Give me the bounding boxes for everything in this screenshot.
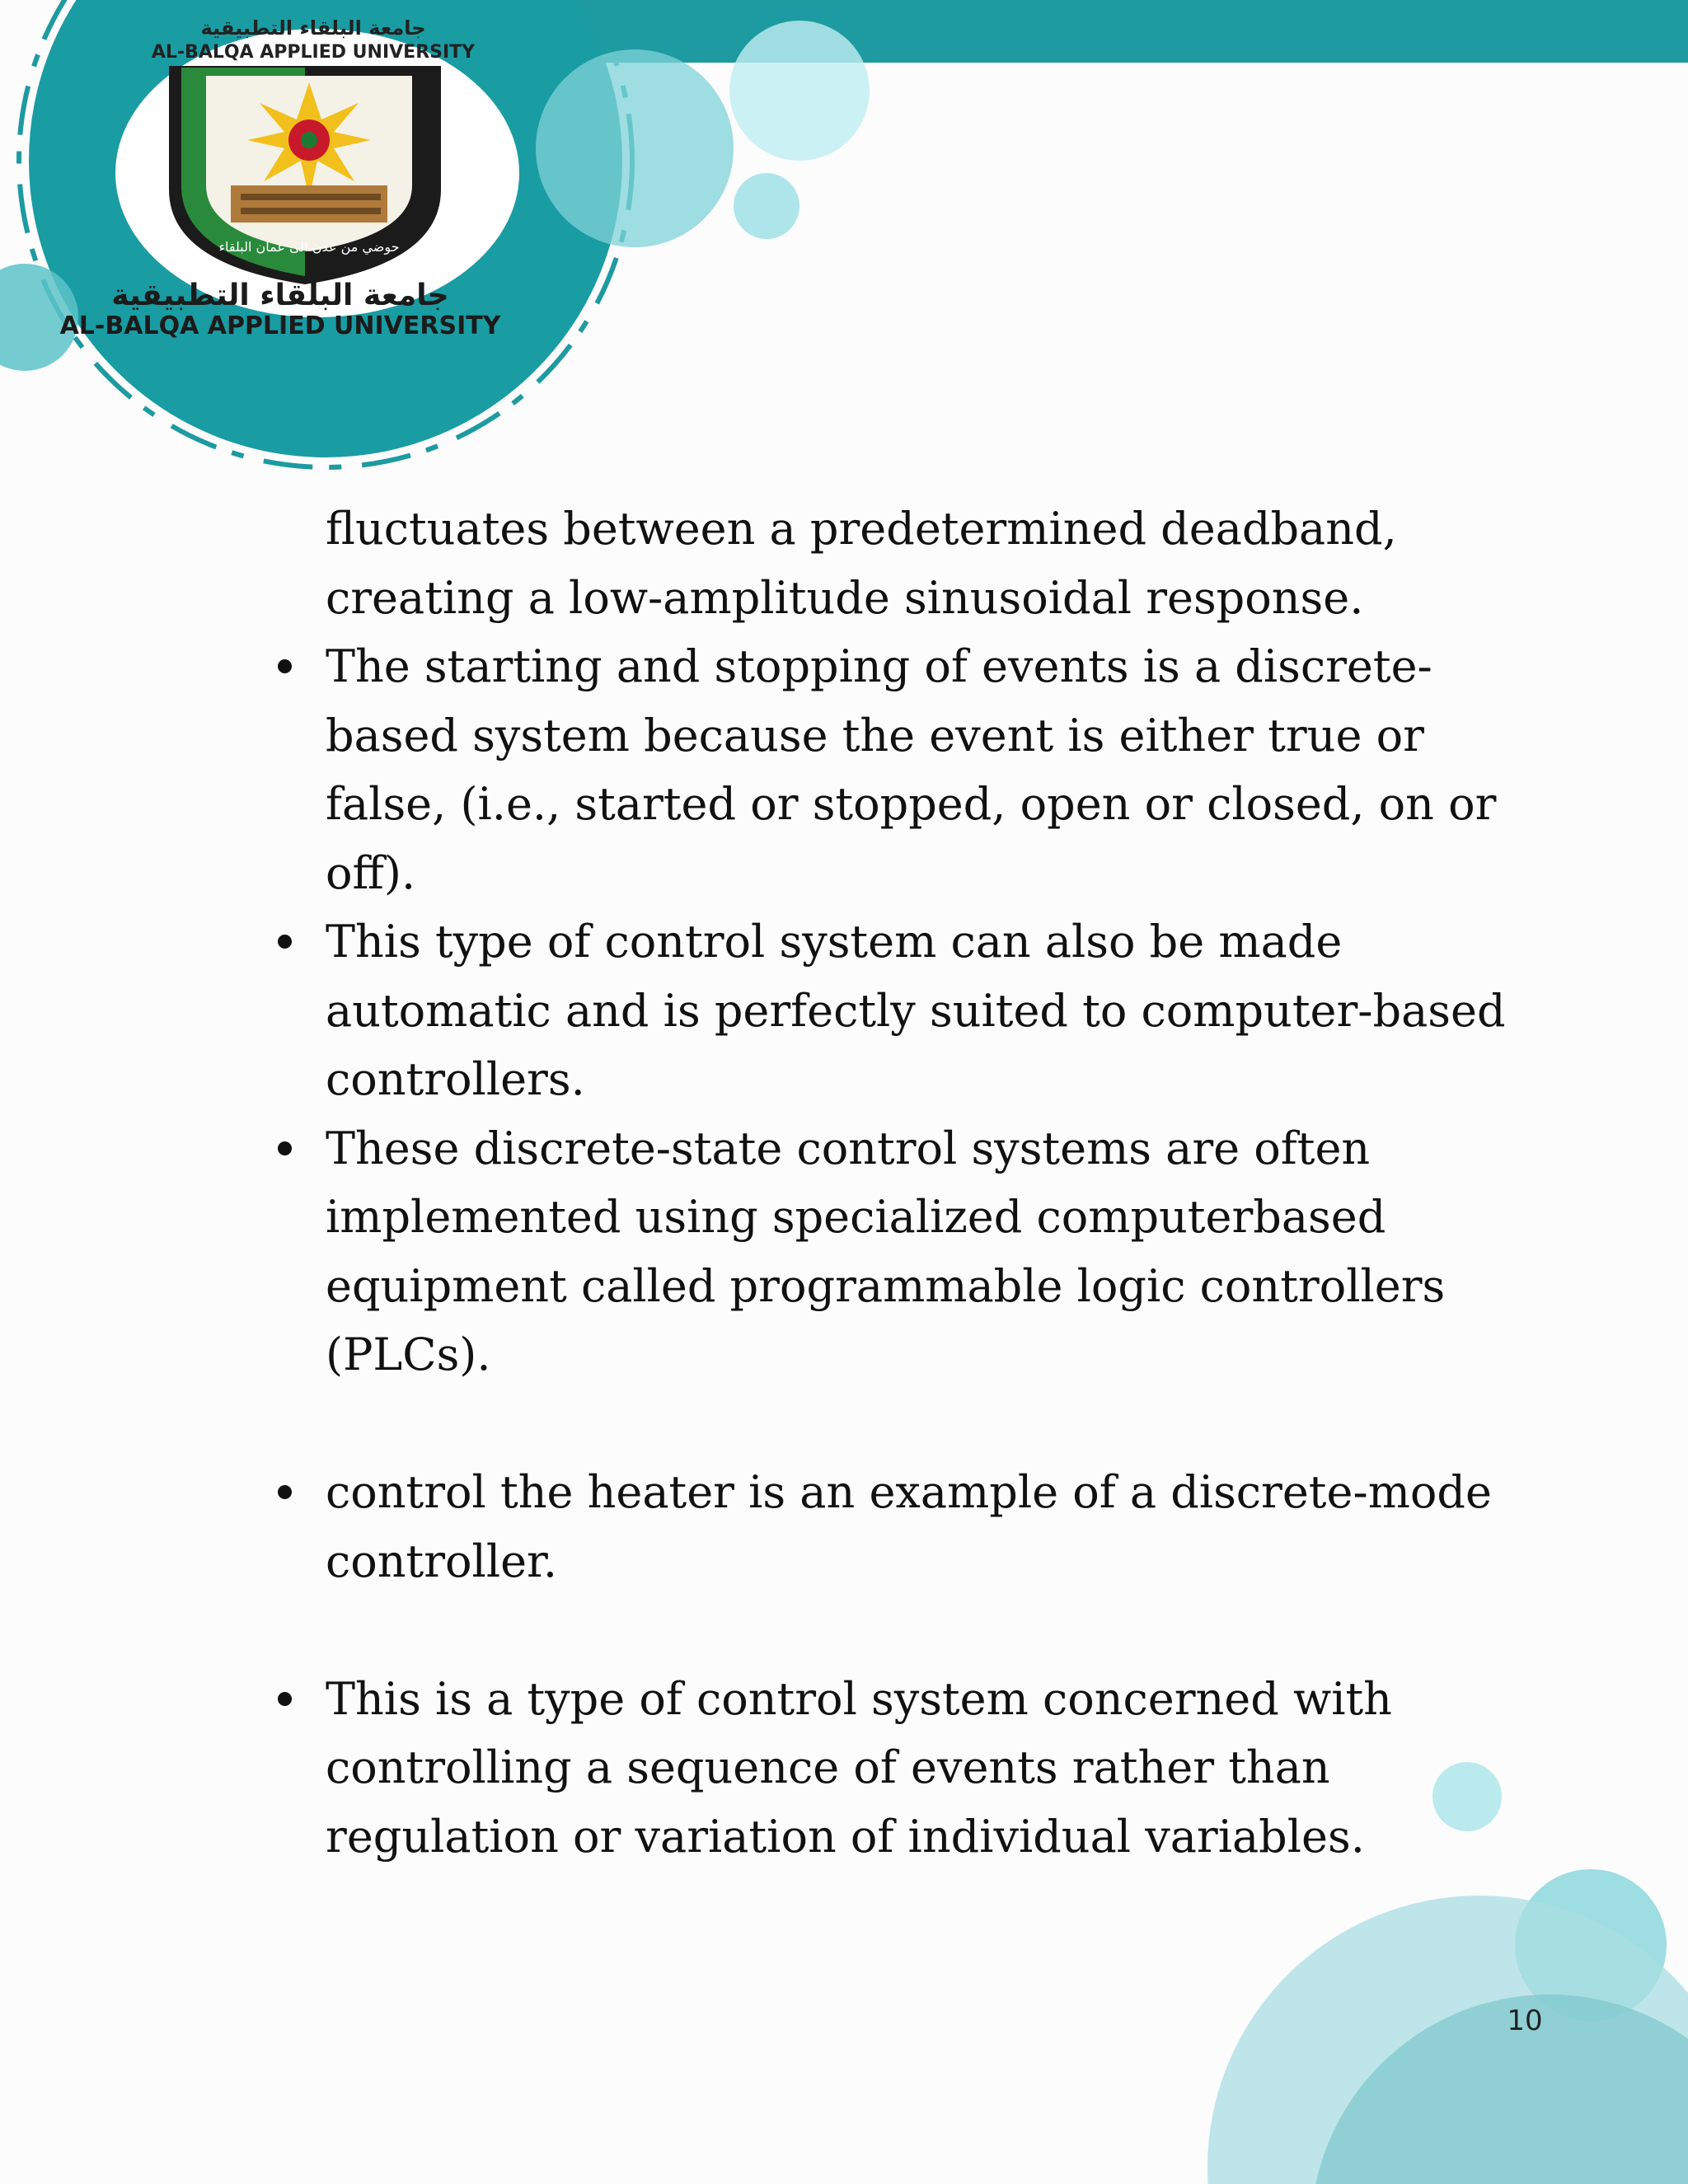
logo-text-en-bottom: AL-BALQA APPLIED UNIVERSITY <box>59 312 501 340</box>
bullet-item: control the heater is an example of a discrete-mode controller. <box>272 1458 1558 1596</box>
bullet-item: This type of control system can also be made automatic and is perfectly suited to computer-based controllers. <box>272 907 1558 1114</box>
logo-motto: حوضي من عدن الى عمان البلقاء <box>218 239 400 255</box>
page-number: 10 <box>1507 2004 1543 2037</box>
logo-building-windows <box>241 194 381 200</box>
logo-star-dot <box>301 132 317 148</box>
logo-text-arabic-bottom: جامعة البلقاء التطبيقية <box>111 279 449 312</box>
header-blob <box>734 173 799 239</box>
bullet-list <box>272 632 1558 1871</box>
header-blob <box>536 49 734 247</box>
continuation-paragraph: fluctuates between a predetermined deadband, creating a low-amplitude sinusoidal response. <box>326 503 1397 624</box>
logo-text-arabic-top: جامعة البلقاء التطبيقية <box>200 16 426 40</box>
main-content <box>272 494 1558 1871</box>
logo-text-en-top: AL-BALQA APPLIED UNIVERSITY <box>151 42 476 63</box>
university-logo <box>59 16 519 340</box>
bullet-item: These discrete-state control systems are often implemented using specialized computerbased equipment called programmable logic controllers (PLCs). <box>272 1114 1558 1390</box>
logo-building <box>231 185 387 223</box>
logo-building-windows <box>241 208 381 214</box>
bullet-item: This is a type of control system concerned with controlling a sequence of events rather than regulation or variation of individual variables. <box>272 1665 1558 1872</box>
bullet-item: The starting and stopping of events is a discrete-based system because the event is either true or false, (i.e., started or stopped, open or closed, on or off). <box>272 632 1558 907</box>
header-blob <box>729 21 870 161</box>
